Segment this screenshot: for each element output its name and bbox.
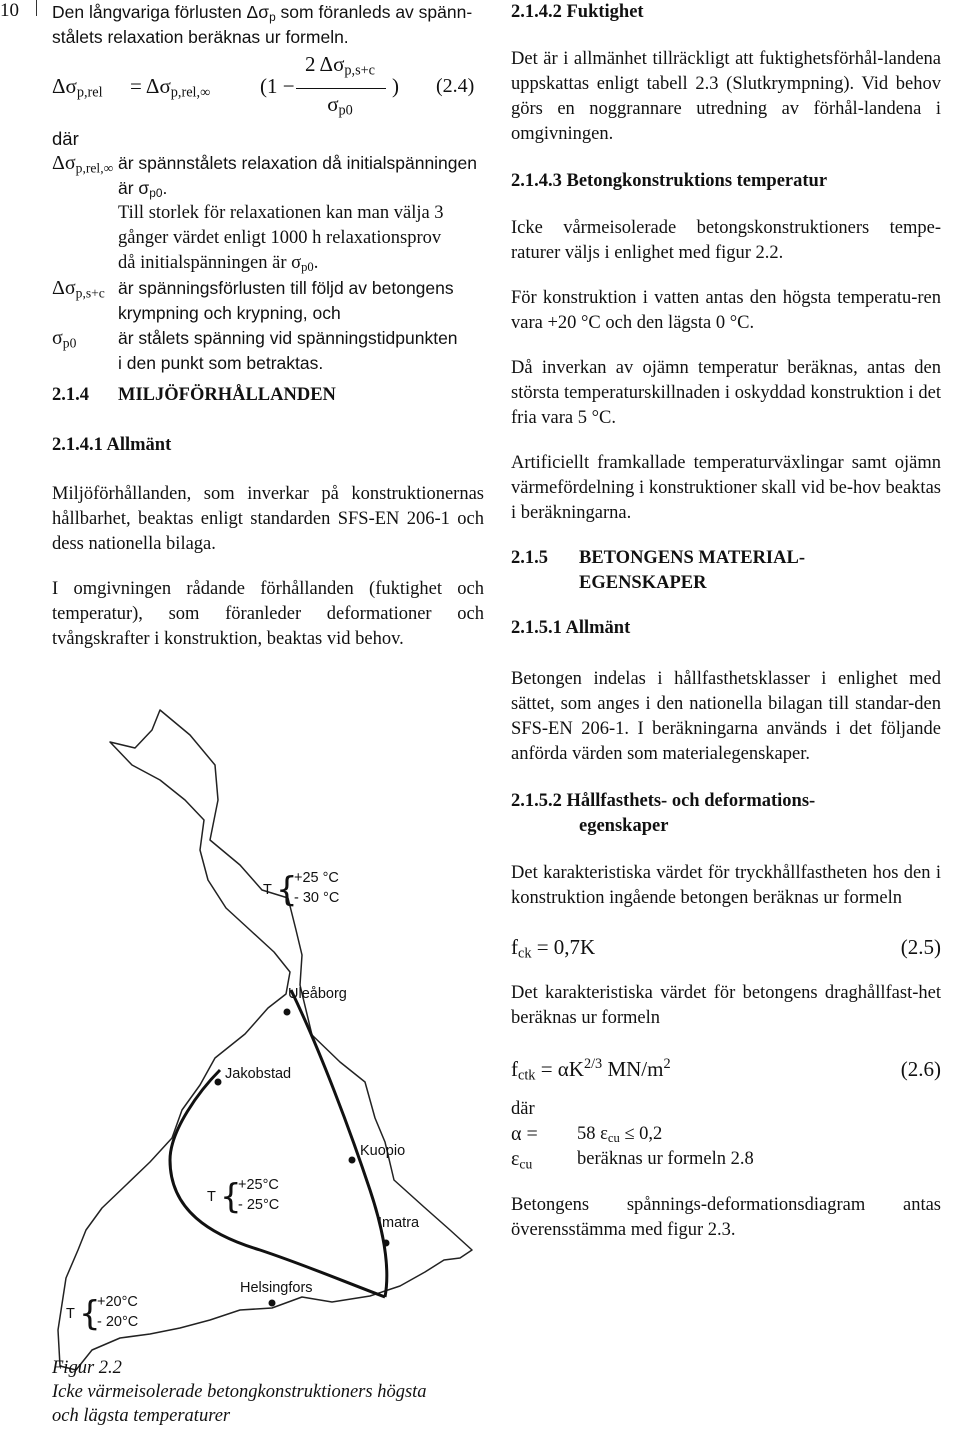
paragraph-fuktighet: Det är i allmänhet tillräckligt att fuktighetsförhål-landena uppskattas enligt tabell 2.3 (Slutkrympning). Vid behov görs en noggrannare utredning av förhål-landena i omgivningen. (511, 49, 941, 144)
heading-2-1-5-number: 2.1.5 (511, 548, 548, 568)
zone-north-max: +25 °C (294, 870, 339, 886)
formula-2-6 (511, 1057, 941, 1085)
paragraph-omgivning: I omgivningen rådande förhållanden (fuktighet och temperatur), som föranleder deformationer och tvångskrafter i konstruktion, beaktas vid behov. (52, 579, 484, 649)
zone-middle-max: +25°C (238, 1177, 279, 1193)
finland-outline (58, 710, 472, 1370)
heading-2-1-5-title-a: BETONGENS MATERIAL- (579, 548, 805, 568)
figure-caption (52, 1356, 492, 1428)
formula-2-5-expr: $f_{ck} = 0,7K$ (511, 935, 596, 962)
def1-text-b: är $\sigma_{p0}$. (118, 178, 168, 200)
paragraph-tryck: Det karakteristiska värdet för tryckhållfastheten hos den i konstruktion ingående betongen beräknas ur formeln (511, 863, 941, 908)
paragraph-temp-4: Artificiellt framkallade temperaturväxlingar samt ojämn värmefördelning i konstruktioner skall vid be-hov beaktas i beräkningarna. (511, 453, 941, 523)
def3-text-b: i den punkt som betraktas. (118, 353, 324, 373)
left-column (52, 0, 484, 652)
dar-label: där (52, 128, 79, 149)
def1-serif-b: gånger värdet enligt 1000 h relaxationsprov (118, 228, 442, 248)
zone-middle-t: T (207, 1189, 216, 1205)
formula-2-5-number: (2.5) (900, 935, 941, 959)
formula-paren-open: (1 − (260, 74, 295, 98)
heading-2-1-5-2-b: egenskaper (579, 816, 669, 836)
heading-2-1-5-title-b: EGENSKAPER (579, 573, 707, 593)
zone-middle-brace: { (220, 1177, 242, 1217)
formula-eq: = $\Delta\sigma_{p,rel,\infty}$ (130, 74, 211, 101)
zone-south-label (66, 1292, 186, 1342)
paragraph-allmant: Betongen indelas i hållfasthetsklasser i enlighet med sättet, som anges i den nationella bilagan till standar-den SFS-EN 206-1. I beräkningarna används i det följande anförda värden som materialegenskaper. (511, 669, 941, 764)
city-kuopio: Kuopio (360, 1143, 406, 1159)
dar-label-right: där (511, 1099, 535, 1119)
formula-2-6-number: (2.6) (900, 1057, 941, 1081)
def2-symbol: $\Delta\sigma_{p,s+c}$ (52, 277, 105, 301)
formula-2-6-expr: $f_{ctk} = \alpha K^{2/3}$ $MN/m^2$ (511, 1056, 671, 1084)
paragraph-drag: Det karakteristiska värdet för betongens draghållfast-het beräknas ur formeln (511, 983, 941, 1028)
zone-north-t: T (263, 882, 272, 898)
def2-text-a: är spänningsförlusten till följd av betongens (118, 278, 454, 298)
zone-south-min: - 20°C (97, 1314, 139, 1330)
heading-2-1-4-1: 2.1.4.1 Allmänt (52, 435, 172, 455)
formula-2-6-definitions (511, 1097, 941, 1175)
heading-2-1-5-1: 2.1.5.1 Allmänt (511, 618, 631, 638)
kuopio-dot (349, 1157, 356, 1164)
paragraph-temp-2: För konstruktion i vatten antas den högsta temperatu-ren vara +20 °C och den lägsta 0 °C. (511, 288, 941, 333)
heading-2-1-4-2: 2.1.4.2 Fuktighet (511, 2, 644, 22)
alpha-value: 58 $\varepsilon_{cu} \le 0,2$ (577, 1124, 663, 1146)
heading-2-1-4-number: 2.1.4 (52, 385, 89, 405)
zone-south-t: T (66, 1306, 75, 1322)
def1-text-a: är spännstålets relaxation då initialspänningen (118, 153, 477, 173)
zone-north-label (263, 868, 383, 918)
zone-middle-label (207, 1175, 327, 1225)
intro-a: Den långvariga förlusten Δσ (52, 2, 270, 22)
zone-south-max: +20°C (97, 1294, 138, 1310)
figure-label: Figur 2.2 (52, 1358, 122, 1378)
heading-2-1-4 (52, 383, 484, 409)
intro-text (52, 0, 484, 50)
zone-north-brace: { (276, 870, 298, 910)
formula-number: (2.4) (436, 75, 475, 97)
def3-symbol: $\sigma_{p0}$ (52, 327, 77, 351)
heading-2-1-4-3: 2.1.4.3 Betongkonstruktions temperatur (511, 171, 828, 191)
heading-2-1-5 (511, 546, 941, 596)
def1-symbol: $\Delta\sigma_{p,rel,\infty}$ (52, 152, 114, 176)
zone-middle-min: - 25°C (238, 1197, 280, 1213)
heading-2-1-4-title: MILJÖFÖRHÅLLANDEN (118, 385, 336, 405)
finland-map (40, 690, 490, 1380)
eps-symbol: $\varepsilon_{cu}$ (511, 1148, 533, 1172)
helsingfors-dot (269, 1300, 276, 1307)
formula-paren-close: ) (392, 74, 399, 98)
formula-denominator: $\sigma_{p0}$ (327, 92, 353, 119)
page-number-rule (36, 0, 37, 16)
definitions (52, 126, 484, 371)
imatra-dot (383, 1240, 390, 1247)
intro-sub: p (269, 9, 276, 24)
city-imatra: Imatra (378, 1215, 420, 1231)
right-column (511, 0, 941, 1243)
paragraph-diagram: Betongens spånnings-deformationsdiagram antas överensstämma med figur 2.3. (511, 1195, 941, 1240)
city-uleaborg: Uleåborg (288, 986, 347, 1002)
formula-2-4 (52, 52, 484, 122)
zone-north-min: - 30 °C (294, 890, 340, 906)
figure-caption-a: Icke värmeisolerade betongkonstruktioners högsta (52, 1382, 427, 1402)
def1-serif-a: Till storlek för relaxationen kan man välja 3 (118, 203, 444, 223)
jakobstad-dot (215, 1079, 222, 1086)
def1-serif-c: då initialspänningen är $\sigma_{p0}$. (118, 253, 319, 275)
city-helsingfors: Helsingfors (240, 1280, 313, 1296)
paragraph-temp-3: Då inverkan av ojämn temperatur beräknas, antas den största temperaturskillnaden i oskyddad konstruktion i det fria vara 5 °C. (511, 358, 941, 428)
city-jakobstad: Jakobstad (225, 1066, 292, 1082)
def2-text-b: krympning och krypning, och (118, 303, 341, 323)
def3-text-a: är stålets spänning vid spänningstidpunkten (118, 328, 458, 348)
paragraph-temp-1: Icke vårmeisolerade betongskonstruktioners tempe-raturer väljs i enlighet med figur 2.2. (511, 218, 941, 263)
heading-2-1-5-2 (511, 789, 941, 839)
formula-lhs: $\Delta\sigma_{p,rel}$ (52, 74, 103, 101)
alpha-symbol: α = (511, 1123, 538, 1145)
formula-2-5 (511, 935, 941, 963)
figure-caption-b: och lägsta temperaturer (52, 1406, 231, 1426)
intro-b: som föranleds av spänn-stålets relaxation beräknas ur formeln. (52, 2, 473, 47)
zone-south-brace: { (79, 1294, 101, 1334)
uleaborg-dot (284, 1009, 291, 1016)
eps-text: beräknas ur formeln 2.8 (577, 1149, 754, 1169)
formula-numerator: 2 $\Delta\sigma_{p,s+c}$ (304, 52, 376, 79)
formula-fraction-bar (296, 88, 386, 89)
paragraph-miljo: Miljöförhållanden, som inverkar på konstruktionernas hållbarhet, beaktas enligt standarden SFS-EN 206-1 och dess nationella bilaga. (52, 484, 484, 554)
page-number: 10 (0, 0, 19, 21)
heading-2-1-5-2-a: 2.1.5.2 Hållfasthets- och deformations- (511, 791, 816, 811)
